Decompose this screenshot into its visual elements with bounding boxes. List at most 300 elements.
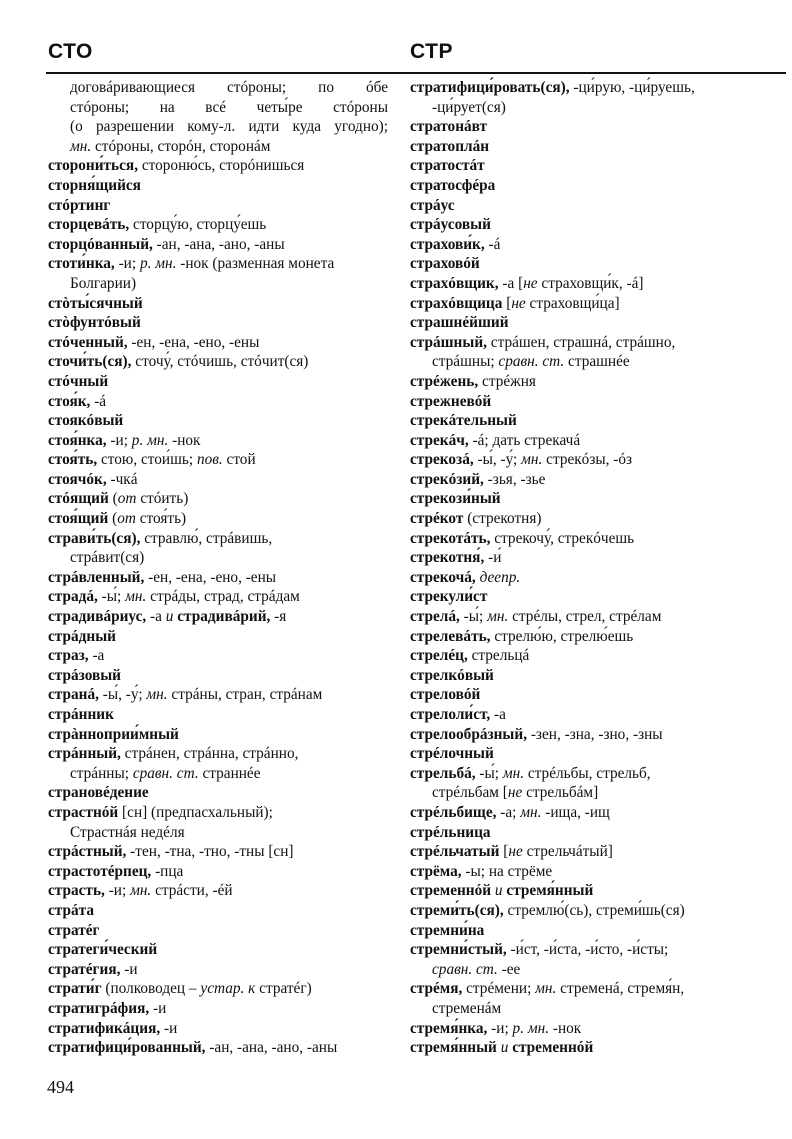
dictionary-line: [410, 999, 782, 1019]
entry-text: сторцу́ю, сторцу́ешь: [129, 216, 267, 234]
dictionary-line: [410, 548, 782, 568]
entry-text: (полководец –: [101, 980, 201, 998]
headword: страстнóй: [48, 803, 119, 821]
entry-text: стою, стои́шь;: [97, 451, 197, 469]
headword: страви́ть(ся),: [48, 529, 141, 547]
headword: стрекотáть,: [410, 529, 491, 547]
dictionary-line: [410, 196, 782, 216]
entry-text: -ан, -ана, -ано, -аны: [205, 1039, 338, 1057]
headword: стоя́к,: [48, 392, 91, 410]
grammar-label: и: [494, 882, 503, 900]
grammar-label: мн.: [146, 686, 168, 704]
dictionary-line: [48, 98, 388, 118]
grammar-label: мн.: [487, 608, 509, 626]
running-head-right: СТР: [410, 40, 453, 63]
headword: стратифици́ровать(ся),: [410, 79, 570, 96]
dictionary-line: [410, 450, 782, 470]
entry-text: договáривающиеся стóроны; по óбе: [70, 79, 388, 96]
entry-text: стрáнен, стрáнна, стрáнно,: [120, 745, 299, 763]
dictionary-line: [410, 431, 782, 451]
entry-text: стрáшны;: [432, 353, 499, 371]
headword: стратигрáфия,: [48, 999, 150, 1017]
headword: стрекози́ный: [410, 490, 501, 508]
dictionary-line: [48, 666, 388, 686]
entry-text: стрельчáтый]: [522, 843, 613, 861]
grammar-label: деепр.: [479, 568, 521, 586]
headword: странá,: [48, 686, 99, 704]
entry-text: -а: [490, 706, 506, 723]
headword: стремя́нный: [410, 1039, 497, 1057]
dictionary-line: [410, 803, 782, 823]
dictionary-line: [410, 725, 782, 745]
entry-text: -ы́;: [459, 608, 488, 626]
dictionary-line: [48, 803, 388, 823]
entry-text: стрáны, стран, стрáнам: [167, 686, 323, 704]
entry-text: стрéжня: [478, 372, 536, 390]
headword: сторони́ться,: [48, 157, 139, 175]
dictionary-line: [410, 411, 782, 431]
headword: страз,: [48, 647, 89, 665]
entry-text: -ища, -ищ: [541, 803, 610, 821]
dictionary-line: [410, 333, 782, 353]
entry-text: -и: [160, 1019, 178, 1037]
headword: стрéльница: [410, 823, 491, 841]
entry-text: -я: [270, 608, 287, 626]
headword: страхови́к,: [410, 235, 485, 253]
entry-text: -ци́рует(ся): [432, 98, 506, 116]
dictionary-line: [410, 862, 782, 882]
grammar-label: мн.: [521, 451, 543, 469]
entry-text: стóроны; на всé четы́ре стóроны: [70, 98, 388, 116]
dictionary-line: [48, 823, 388, 843]
headword: стрáнный,: [48, 745, 121, 763]
dictionary-line: [48, 313, 388, 333]
headword: стрáшный,: [410, 333, 487, 351]
headword: стóчный: [48, 372, 109, 390]
headword: стратифици́рованный,: [48, 1039, 206, 1057]
dictionary-line: [410, 960, 782, 980]
headword: стрекáтельный: [410, 412, 517, 430]
headword: стрекули́ст: [410, 588, 488, 606]
grammar-label: мн.: [70, 137, 92, 155]
dictionary-line: [48, 568, 388, 588]
entry-text: стóроны, сторóн, сторонáм: [91, 137, 271, 155]
headword: стрелкóвый: [410, 666, 494, 684]
entry-text: -ы́, -у́;: [98, 686, 147, 704]
headword: стрелéц,: [410, 647, 468, 665]
headword: стрелевáть,: [410, 627, 491, 645]
dictionary-line: [410, 509, 782, 529]
dictionary-line: [48, 744, 388, 764]
entry-text: стрáвит(ся): [70, 549, 145, 567]
dictionary-line: [48, 254, 388, 274]
headword: страдивáрий,: [177, 608, 271, 626]
entry-text: стóить): [136, 490, 189, 508]
dictionary-line: [410, 587, 782, 607]
dictionary-line: [410, 921, 782, 941]
dictionary-line: [410, 744, 782, 764]
headword: стрàнноприи́мный: [48, 725, 179, 743]
entry-text: [: [502, 294, 512, 312]
headword: стратификáция,: [48, 1019, 161, 1037]
entry-text: стороню́сь, сторóнишься: [138, 157, 305, 175]
entry-text: стрáшен, страшнá, стрáшно,: [486, 333, 676, 351]
headword: стратостáт: [410, 157, 485, 175]
headword: сторня́щийся: [48, 176, 141, 194]
entry-text: -и: [120, 960, 138, 978]
headword: страховóй: [410, 255, 480, 273]
headword: стоя́нка,: [48, 431, 107, 449]
dictionary-line: [48, 587, 388, 607]
grammar-label: сравн. ст.: [498, 353, 565, 371]
entry-text: -á: [90, 392, 107, 410]
dictionary-line: [48, 117, 388, 137]
entry-text: -и;: [104, 882, 131, 900]
headword: страхóвщица: [410, 294, 503, 312]
headword: стрáус: [410, 196, 455, 214]
headword: сточи́ть(ся),: [48, 353, 132, 371]
dictionary-line: [48, 627, 388, 647]
dictionary-line: [48, 392, 388, 412]
entry-text: стрекочу́, стрекóчешь: [490, 529, 635, 547]
entry-text: -и́: [484, 549, 502, 567]
dictionary-line: [48, 78, 388, 98]
grammar-label: и: [165, 608, 174, 626]
headword: стрéлочный: [410, 745, 494, 763]
dictionary-line: [48, 646, 388, 666]
headword: стрéкот: [410, 510, 464, 528]
dictionary-line: [410, 1019, 782, 1039]
headword: стременнóй: [410, 882, 492, 900]
entry-text: -а: [88, 647, 105, 665]
headword: стрéжень,: [410, 372, 479, 390]
dictionary-line: [48, 431, 388, 451]
headword: стратонáвт: [410, 118, 488, 136]
dictionary-line: [48, 137, 388, 157]
headword: стрéльбище,: [410, 803, 497, 821]
headword: стрáнник: [48, 706, 114, 723]
entry-text: стременá, стремя́н,: [556, 980, 685, 998]
entry-text: (стрекотня): [463, 510, 542, 528]
grammar-label: от: [117, 490, 137, 508]
entry-text: (: [108, 510, 118, 528]
headword: страшнéйший: [410, 314, 509, 332]
headword: стрáзовый: [48, 666, 121, 684]
grammar-label: сравн. ст.: [432, 960, 498, 978]
headword: страти́г: [48, 980, 102, 998]
dictionary-line: [48, 881, 388, 901]
entry-text: -ы; на стрёме: [461, 862, 553, 880]
entry-text: -и;: [487, 1019, 513, 1037]
dictionary-line: [410, 764, 782, 784]
headword: стрелообрáзный,: [410, 725, 528, 743]
grammar-label: мн.: [130, 882, 152, 900]
entry-text: страховщи́ца]: [525, 294, 620, 312]
left-column: [48, 78, 388, 1058]
dictionary-line: [410, 372, 782, 392]
headword: стреми́ть(ся),: [410, 901, 504, 919]
dictionary-line: [410, 783, 782, 803]
grammar-label: мн.: [535, 980, 557, 998]
entry-text: -ан, -ана, -ано, -аны: [152, 235, 285, 253]
headword: страдивáриус,: [48, 608, 147, 626]
headword: стрелá,: [410, 608, 460, 626]
headword: стрáта: [48, 901, 94, 919]
headword: стоякóвый: [48, 412, 124, 430]
headword: стратéгия,: [48, 960, 121, 978]
dictionary-line: [410, 666, 782, 686]
dictionary-line: [410, 78, 782, 98]
dictionary-line: [48, 489, 388, 509]
dictionary-line: [48, 999, 388, 1019]
headword: стреловóй: [410, 686, 481, 704]
entry-text: -ы́, -у́;: [473, 451, 522, 469]
headword: сторцевáть,: [48, 216, 130, 234]
dictionary-line: [410, 1038, 782, 1058]
entry-text: (о разрешении кому-л. идти куда угодно);: [70, 118, 388, 136]
entry-text: стрéлы, стрел, стрéлам: [508, 608, 662, 626]
dictionary-line: [48, 352, 388, 372]
entry-text: -ен, -ена, -ено, -ены: [127, 333, 260, 351]
dictionary-line: [410, 117, 782, 137]
headword: стратеги́ческий: [48, 941, 158, 959]
grammar-label: не: [523, 274, 538, 292]
entry-text: стратéг): [255, 980, 312, 998]
grammar-label: мн.: [502, 764, 525, 782]
headword: стрáдный: [48, 627, 116, 645]
dictionary-line: [48, 196, 388, 216]
grammar-label: р. мн.: [131, 431, 169, 449]
dictionary-line: [48, 411, 388, 431]
dictionary-line: [48, 548, 388, 568]
entry-text: страховщи́к, -á]: [537, 274, 644, 292]
dictionary-line: [48, 333, 388, 353]
entry-text: -а [: [498, 274, 524, 292]
dictionary-line: [410, 215, 782, 235]
dictionary-line: [48, 372, 388, 392]
entry-text: стрéмени;: [462, 980, 536, 998]
dictionary-line: [48, 509, 388, 529]
dictionary-line: [410, 313, 782, 333]
grammar-label: от: [117, 510, 136, 528]
grammar-label: не: [507, 784, 523, 802]
entry-text: стоя́ть): [135, 510, 187, 528]
dictionary-line: [410, 901, 782, 921]
dictionary-line: [410, 156, 782, 176]
running-head-left: СТО: [48, 40, 93, 63]
headword: стóченный,: [48, 333, 128, 351]
dictionary-line: [410, 489, 782, 509]
dictionary-line: [410, 274, 782, 294]
headword: стоя́щий: [48, 510, 109, 528]
headword: стрекáч,: [410, 431, 469, 449]
dictionary-line: [410, 176, 782, 196]
headword: стоячóк,: [48, 470, 107, 488]
entry-text: стрáсти, -éй: [151, 882, 233, 900]
dictionary-line: [48, 1019, 388, 1039]
dictionary-line: [48, 940, 388, 960]
dictionary-line: [410, 470, 782, 490]
entry-text: -ы́;: [97, 588, 126, 606]
header-rule: [46, 72, 786, 74]
entry-text: стрекóзы, -óз: [542, 451, 633, 469]
entry-text: -ен, -ена, -ено, -ены: [144, 568, 277, 586]
dictionary-line: [48, 450, 388, 470]
headword: стрекóзий,: [410, 470, 484, 488]
headword: стрельбá,: [410, 764, 476, 782]
headword: стрéльчатый: [410, 843, 500, 861]
headword: стòты́сячный: [48, 294, 143, 312]
dictionary-line: [410, 881, 782, 901]
headword: стòфунтóвый: [48, 314, 141, 332]
entry-text: стрáды, страд, стрáдам: [146, 588, 300, 606]
dictionary-line: [410, 607, 782, 627]
dictionary-line: [48, 529, 388, 549]
dictionary-line: [410, 352, 782, 372]
entry-text: сточу́, стóчишь, стóчит(ся): [131, 353, 309, 371]
entry-text: стравлю́, стрáвишь,: [140, 529, 273, 547]
entry-text: [: [499, 843, 509, 861]
dictionary-line: [48, 215, 388, 235]
dictionary-line: [48, 705, 388, 725]
dictionary-line: [48, 470, 388, 490]
headword: стратосфéра: [410, 176, 496, 194]
entry-text: стрелю́ю, стрелю́ешь: [490, 627, 634, 645]
headword: стóящий: [48, 490, 109, 508]
dictionary-line: [48, 685, 388, 705]
dictionary-line: [410, 98, 782, 118]
dictionary-line: [410, 235, 782, 255]
headword: стрекотня́,: [410, 549, 485, 567]
entry-text: стременáм: [432, 999, 502, 1017]
grammar-label: мн.: [520, 803, 542, 821]
dictionary-line: [410, 627, 782, 647]
entry-text: стрéльбам [: [432, 784, 508, 802]
entry-text: -а: [146, 608, 166, 626]
dictionary-line: [48, 901, 388, 921]
entry-text: -а;: [496, 803, 521, 821]
entry-text: Страстнáя недéля: [70, 823, 185, 841]
dictionary-line: [410, 979, 782, 999]
dictionary-line: [48, 294, 388, 314]
headword: стрекочá,: [410, 568, 476, 586]
page-number: 494: [47, 1077, 74, 1097]
headword: стрежневóй: [410, 392, 492, 410]
dictionary-line: [48, 921, 388, 941]
grammar-label: устар.: [200, 980, 245, 998]
headword: страсть,: [48, 882, 105, 900]
entry-text: стрéльбы, стрельб,: [524, 764, 651, 782]
entry-text: стой: [222, 451, 256, 469]
entry-text: -нок: [168, 431, 201, 449]
headword: страстотéрпец,: [48, 862, 152, 880]
entry-text: -ци́рую, -ци́руешь,: [569, 79, 695, 96]
dictionary-line: [410, 940, 782, 960]
dictionary-line: [410, 705, 782, 725]
headword: стрáвленный,: [48, 568, 145, 586]
entry-text: -и;: [106, 431, 132, 449]
dictionary-line: [48, 862, 388, 882]
entry-text: -пца: [151, 862, 184, 880]
entry-text: -ее: [497, 960, 521, 978]
entry-text: стрельцá: [467, 647, 530, 665]
headword: стрёма,: [410, 862, 462, 880]
dictionary-line: [410, 254, 782, 274]
headword: стрáусовый: [410, 216, 491, 234]
headword: страхóвщик,: [410, 274, 499, 292]
headword: стремя́нный: [506, 882, 594, 900]
dictionary-line: [48, 235, 388, 255]
dictionary-line: [410, 294, 782, 314]
entry-text: -нок (разменная монета: [176, 255, 335, 273]
dictionary-line: [48, 783, 388, 803]
dictionary-line: [48, 842, 388, 862]
right-column: [410, 78, 782, 1058]
entry-text: стремлю́(сь), стреми́шь(ся): [503, 901, 685, 919]
headword: стремни́на: [410, 921, 485, 939]
grammar-label: сравн. ст.: [132, 764, 199, 782]
headword: стрекозá,: [410, 451, 474, 469]
grammar-label: пов.: [196, 451, 223, 469]
dictionary-line: [410, 392, 782, 412]
headword: стоти́нка,: [48, 255, 115, 273]
entry-text: -зья, -зье: [483, 470, 546, 488]
dictionary-line: [410, 646, 782, 666]
entry-text: страшнée: [564, 353, 630, 371]
dictionary-line: [48, 960, 388, 980]
entry-text: [сн] (предпасхальный);: [118, 803, 273, 821]
headword: стрáстный,: [48, 843, 127, 861]
entry-text: (: [108, 490, 118, 508]
entry-text: страннée: [198, 764, 261, 782]
entry-text: -тен, -тна, -тно, -тны [сн]: [126, 843, 294, 861]
dictionary-line: [48, 1038, 388, 1058]
dictionary-line: [410, 529, 782, 549]
headword: стратоплáн: [410, 137, 490, 155]
entry-text: -чкá: [106, 470, 138, 488]
headword: стрéмя,: [410, 980, 463, 998]
entry-text: -и;: [114, 255, 140, 273]
entry-text: -á: [484, 235, 501, 253]
dictionary-line: [48, 979, 388, 999]
headword: стóртинг: [48, 196, 111, 214]
grammar-label: не: [511, 294, 526, 312]
dictionary-line: [48, 176, 388, 196]
entry-text: стрельбáм]: [522, 784, 599, 802]
headword: стратéг: [48, 921, 100, 939]
dictionary-line: [48, 274, 388, 294]
grammar-label: к: [248, 980, 256, 998]
dictionary-line: [410, 823, 782, 843]
headword: стрелоли́ст,: [410, 706, 491, 723]
grammar-label: р. мн.: [512, 1019, 550, 1037]
entry-text: -нок: [549, 1019, 582, 1037]
entry-text: стрáнны;: [70, 764, 133, 782]
dictionary-line: [48, 764, 388, 784]
dictionary-line: [410, 842, 782, 862]
entry-text: -á; дать стрекачá: [468, 431, 581, 449]
headword: страдá,: [48, 588, 98, 606]
grammar-label: р. мн.: [139, 255, 177, 273]
headword: стременнóй: [512, 1039, 594, 1057]
grammar-label: не: [508, 843, 523, 861]
entry-text: -и́ст, -и́ста, -и́сто, -и́сты;: [506, 941, 669, 959]
headword: стремя́нка,: [410, 1019, 488, 1037]
entry-text: -и: [149, 999, 167, 1017]
dictionary-line: [410, 137, 782, 157]
headword: стремни́стый,: [410, 941, 507, 959]
dictionary-line: [48, 607, 388, 627]
